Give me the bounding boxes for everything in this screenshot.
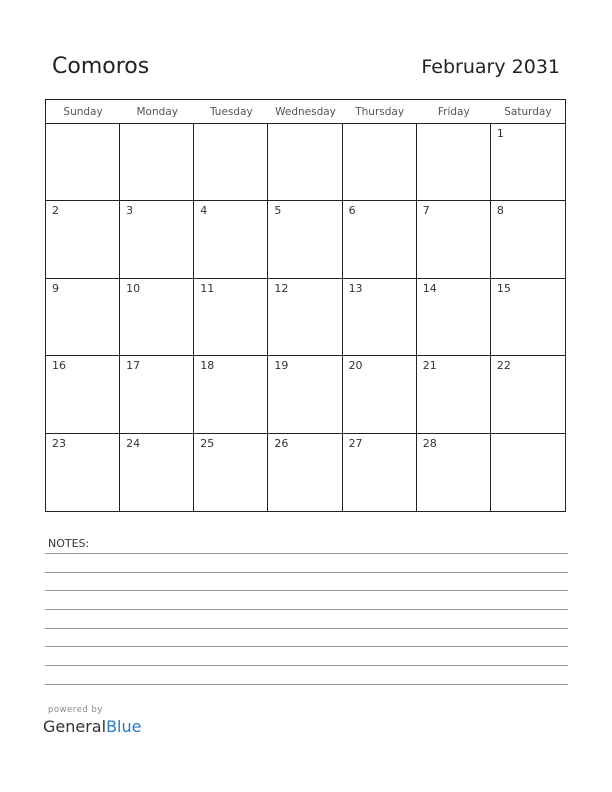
day-number: 11	[200, 281, 215, 295]
day-cell	[120, 356, 194, 433]
day-cell	[268, 201, 342, 278]
day-number: 6	[348, 204, 356, 218]
day-number: 27	[348, 436, 363, 450]
day-number: 4	[200, 204, 208, 218]
day-number: 20	[348, 359, 363, 373]
note-line	[45, 553, 568, 554]
day-number: 26	[274, 436, 289, 450]
day-cell	[120, 201, 194, 278]
day-cell	[194, 356, 268, 433]
day-number: 13	[348, 281, 363, 295]
weekday-tuesday: Tuesday	[209, 106, 253, 118]
day-number: 24	[126, 436, 141, 450]
day-number: 23	[52, 436, 66, 450]
day-cell	[491, 279, 565, 356]
note-line	[45, 609, 568, 610]
day-number: 21	[422, 359, 437, 373]
day-cell	[46, 124, 120, 201]
note-line	[45, 628, 568, 629]
day-cell	[194, 201, 268, 278]
day-number: 12	[274, 281, 289, 295]
day-cell	[343, 201, 417, 278]
country-title: Comoros	[52, 54, 150, 79]
day-number: 22	[496, 359, 511, 373]
day-number: 5	[274, 204, 282, 218]
day-number: 3	[126, 204, 134, 218]
weekday-wednesday: Wednesday	[275, 106, 336, 118]
day-cell	[194, 279, 268, 356]
day-cell	[491, 434, 565, 511]
day-number: 17	[126, 359, 141, 373]
day-cell	[417, 124, 491, 201]
day-number: 28	[422, 436, 437, 450]
brand-blue: Blue	[106, 717, 142, 736]
day-cell	[46, 201, 120, 278]
day-cell	[46, 356, 120, 433]
day-cell	[268, 356, 342, 433]
weekday-saturday: Saturday	[504, 106, 552, 118]
note-line	[45, 590, 568, 591]
day-cell	[491, 124, 565, 201]
day-number: 14	[422, 281, 437, 295]
note-line	[45, 665, 568, 666]
day-number: 9	[52, 281, 59, 295]
month-year-title: February 2031	[421, 56, 560, 78]
brand-general: General	[43, 717, 107, 736]
note-line	[45, 646, 568, 647]
day-cell	[343, 434, 417, 511]
day-number: 18	[200, 359, 215, 373]
day-cell	[120, 279, 194, 356]
day-cell	[343, 279, 417, 356]
day-cell	[120, 434, 194, 511]
calendar-grid	[45, 99, 566, 512]
day-number: 7	[422, 204, 430, 218]
weekday-monday: Monday	[136, 106, 178, 118]
day-cell	[268, 434, 342, 511]
day-number: 16	[52, 359, 66, 373]
day-cell	[268, 279, 342, 356]
day-cell	[268, 124, 342, 201]
note-line	[45, 684, 568, 685]
day-number: 15	[496, 281, 511, 295]
day-number: 2	[52, 204, 59, 218]
day-number: 1	[496, 127, 504, 140]
day-cell	[194, 124, 268, 201]
day-number: 10	[126, 281, 141, 295]
day-number: 8	[496, 204, 504, 218]
weekday-friday: Friday	[437, 106, 470, 118]
weekday-sunday: Sunday	[63, 106, 103, 118]
day-cells	[46, 124, 565, 511]
day-number: 25	[200, 436, 215, 450]
day-cell	[343, 124, 417, 201]
day-cell	[46, 434, 120, 511]
day-cell	[417, 279, 491, 356]
note-line	[45, 572, 568, 573]
day-cell	[120, 124, 194, 201]
powered-by-text: powered by	[48, 705, 103, 715]
day-cell	[343, 356, 417, 433]
weekday-thursday: Thursday	[355, 106, 405, 118]
weekday-header-row	[46, 100, 565, 124]
day-cell	[417, 201, 491, 278]
day-number: 19	[274, 359, 289, 373]
generalblue-logo[interactable]	[43, 717, 141, 736]
day-cell	[491, 201, 565, 278]
day-cell	[417, 356, 491, 433]
day-cell	[417, 434, 491, 511]
day-cell	[194, 434, 268, 511]
notes-label: NOTES:	[48, 537, 90, 550]
day-cell	[491, 356, 565, 433]
day-cell	[46, 279, 120, 356]
